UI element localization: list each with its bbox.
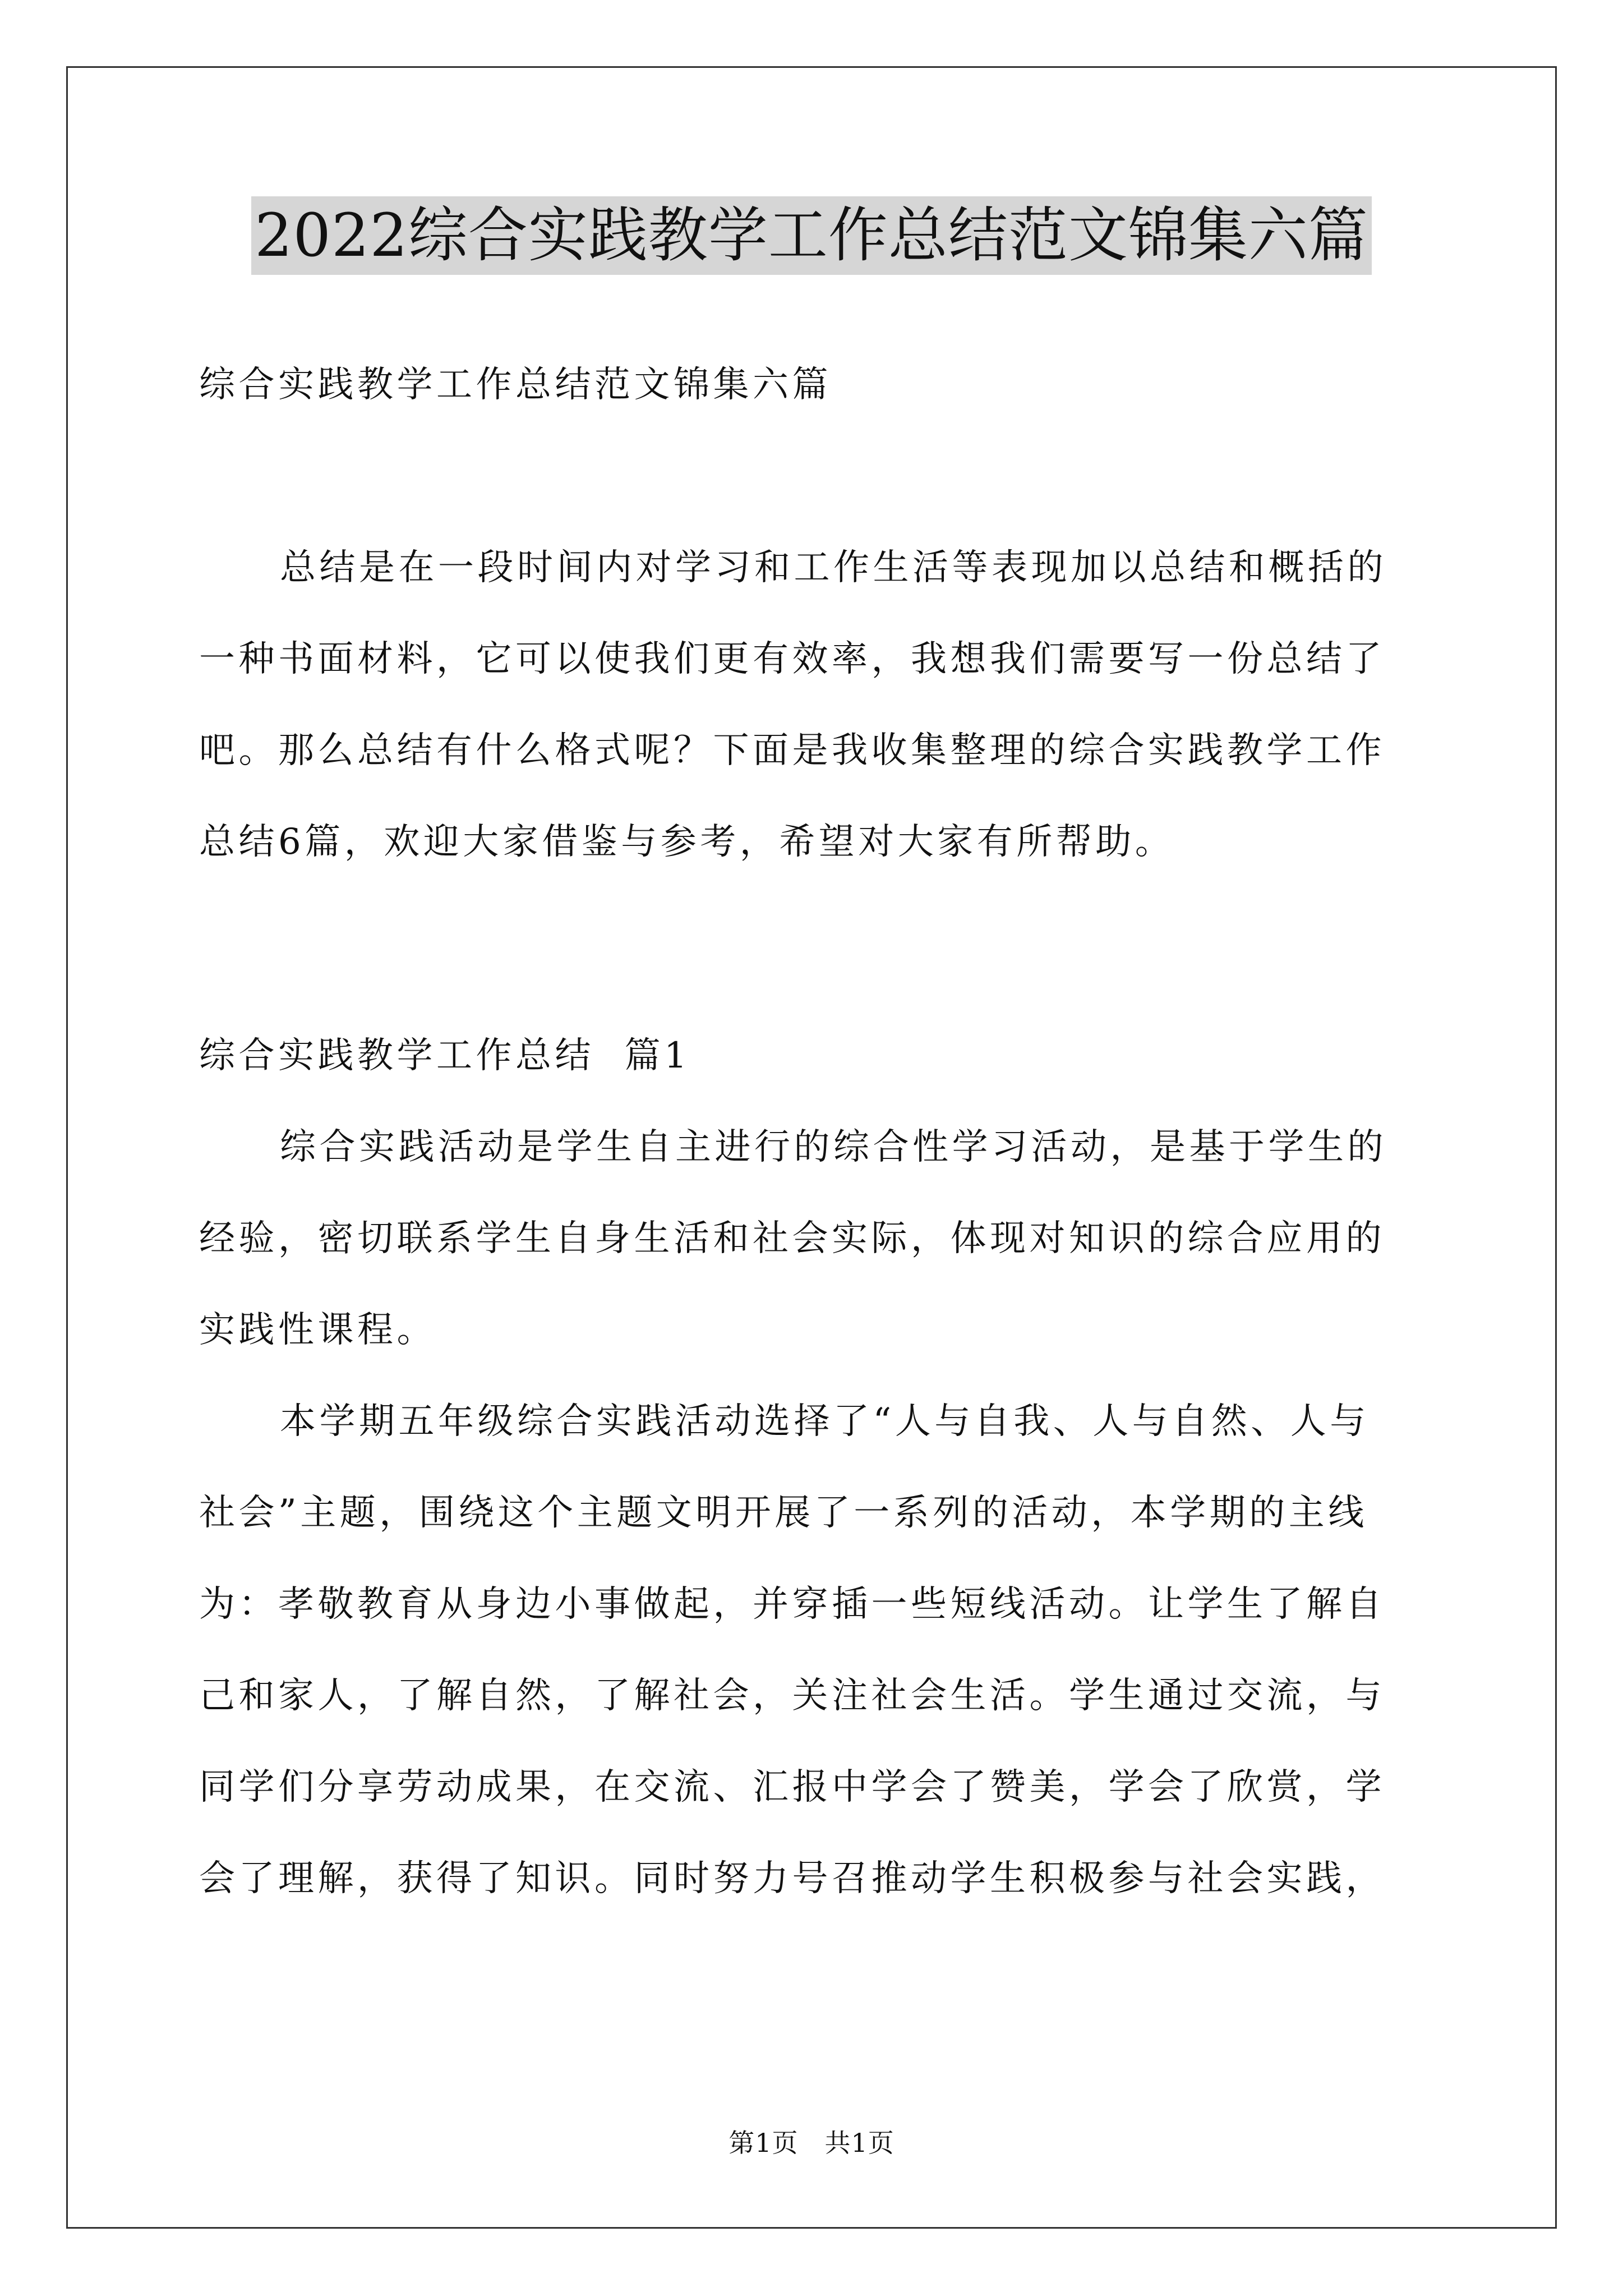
paragraph-line: 本学期五年级综合实践活动选择了“人与自我、人与自然、人与 bbox=[280, 1401, 1370, 1442]
paragraph-line: 社会”主题，围绕这个主题文明开展了一系列的活动，本学期的主线 bbox=[199, 1492, 1368, 1534]
paragraph-line: 综合实践活动是学生自主进行的综合性学习活动，是基于学生的 bbox=[280, 1126, 1387, 1168]
paragraph-line: 经验，密切联系学生自身生活和社会实际，体现对知识的综合应用的 bbox=[199, 1218, 1385, 1259]
paragraph-line: 己和家人，了解自然，了解社会，关注社会生活。学生通过交流，与 bbox=[199, 1675, 1385, 1717]
page-total: 共1页 bbox=[824, 2128, 895, 2158]
page-footer bbox=[0, 2126, 1623, 2160]
document-subtitle: 综合实践教学工作总结范文锦集六篇 bbox=[199, 364, 832, 406]
intro-line: 一种书面材料，它可以使我们更有效率，我想我们需要写一份总结了 bbox=[199, 638, 1385, 680]
paragraph-line: 实践性课程。 bbox=[199, 1309, 436, 1351]
title-wrap bbox=[0, 196, 1623, 275]
intro-line: 总结6篇，欢迎大家借鉴与参考，希望对大家有所帮助。 bbox=[199, 821, 1175, 863]
paragraph-line: 会了理解，获得了知识。同时努力号召推动学生积极参与社会实践， bbox=[199, 1858, 1385, 1899]
spacer bbox=[199, 431, 1427, 522]
paragraph-line: 为：孝敬教育从身边小事做起，并穿插一些短线活动。让学生了解自 bbox=[199, 1584, 1385, 1625]
intro-line: 总结是在一段时间内对学习和工作生活等表现加以总结和概括的 bbox=[280, 547, 1387, 588]
document-body bbox=[199, 339, 1427, 1925]
page-number: 第1页 bbox=[728, 2128, 799, 2158]
paragraph-line: 同学们分享劳动成果，在交流、汇报中学会了赞美，学会了欣赏，学 bbox=[199, 1766, 1385, 1808]
spacer bbox=[199, 888, 1427, 1010]
intro-line: 吧。那么总结有什么格式呢？下面是我收集整理的综合实践教学工作 bbox=[199, 730, 1385, 771]
document-title: 2022综合实践教学工作总结范文锦集六篇 bbox=[251, 196, 1372, 275]
section-heading: 综合实践教学工作总结 篇1 bbox=[199, 1035, 691, 1076]
